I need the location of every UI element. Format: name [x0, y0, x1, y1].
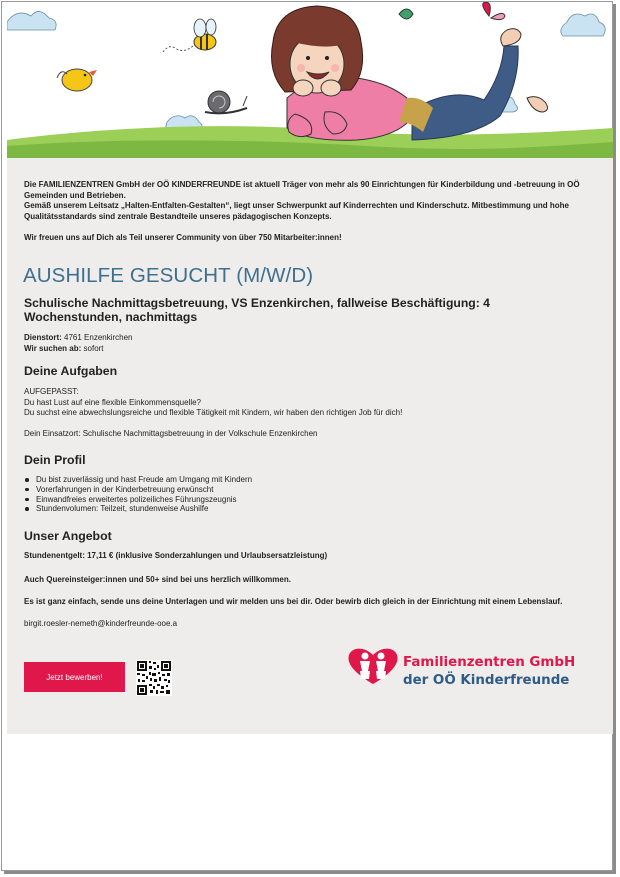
- butterfly-icon: [483, 2, 505, 20]
- company-logo-text: [403, 654, 575, 690]
- bullet-icon: [25, 478, 29, 482]
- content-panel: [7, 158, 613, 734]
- logo-heart-icon: [346, 646, 400, 686]
- tasks-text: [24, 387, 584, 440]
- profile-item-text: Stundenvolumen: Teilzeit, stundenweise Aushilfe: [36, 504, 209, 514]
- bee-icon: [163, 19, 216, 52]
- logo-line-1: Familienzentren GmbH: [403, 655, 576, 670]
- job-title: AUSHILFE GESUCHT (M/W/D): [23, 264, 314, 287]
- location-row: [24, 333, 133, 344]
- bullet-icon: [25, 488, 29, 492]
- list-item: [24, 495, 252, 505]
- apply-instructions: Es ist ganz einfach, sende uns deine Unterlagen und wir melden uns bei dir. Oder bewirb dich gleich in der Einrichtung mit einem Lebenslauf.: [24, 597, 563, 606]
- tasks-line-2: Du hast Lust auf eine flexible Einkommensquelle?: [24, 397, 201, 407]
- location-label: Dienstort:: [24, 333, 62, 342]
- bird-icon: [57, 69, 97, 91]
- hero-illustration: [7, 2, 613, 172]
- list-item: [24, 485, 252, 495]
- tasks-line-4: Dein Einsatzort: Schulische Nachmittagsbetreuung in der Volkschule Enzenkirchen: [24, 429, 318, 439]
- start-value: sofort: [83, 343, 104, 353]
- salary-text: Stundenentgelt: 17,11 € (inklusive Sonderzahlungen und Urlaubsersatzleistung): [24, 551, 328, 560]
- profile-list: [24, 475, 252, 514]
- tasks-heading: Deine Aufgaben: [24, 364, 118, 378]
- intro-paragraph-1: Die FAMILIENZENTREN GmbH der OÖ KINDERFREUNDE ist aktuell Träger von mehr als 90 Einrichtungen für Kinderbildung und -betreuung in OÖ Gemeinden und Betrieben.: [24, 180, 580, 200]
- offer-heading: Unser Angebot: [24, 529, 112, 543]
- start-label: Wir suchen ab:: [24, 343, 82, 353]
- apply-button[interactable]: Jetzt bewerben!: [24, 662, 125, 692]
- job-meta: [24, 333, 133, 354]
- intro-paragraph-3: Wir freuen uns auf Dich als Teil unserer Community von über 750 Mitarbeiter:innen!: [24, 232, 342, 242]
- profile-item-text: Du bist zuverlässig und hast Freude am Umgang mit Kindern: [36, 475, 253, 484]
- tasks-line-1: AUFGEPASST:: [24, 387, 79, 396]
- profile-item-text: Einwandfreies erweitertes polizeiliches Führungszeugnis: [36, 494, 237, 504]
- job-subtitle: Schulische Nachmittagsbetreuung, VS Enzenkirchen, fallweise Beschäftigung: 4 Wochenstunden, nachmittags: [24, 296, 490, 324]
- snail-icon: [205, 91, 247, 113]
- list-item: [24, 504, 252, 514]
- profile-heading: Dein Profil: [24, 453, 86, 467]
- bullet-icon: [25, 507, 29, 511]
- girl-lying-illustration: [7, 2, 613, 172]
- location-value: 4761 Enzenkirchen: [64, 333, 133, 342]
- intro-text: [24, 180, 584, 244]
- tasks-line-3: Du suchst eine abwechslungsreiche und flexible Tätigkeit mit Kindern, wir haben den richtigen Job für dich!: [24, 408, 403, 418]
- list-item: [24, 475, 252, 485]
- start-row: [24, 344, 133, 355]
- bullet-icon: [25, 498, 29, 502]
- qr-code-icon[interactable]: [136, 660, 172, 696]
- intro-paragraph-2: Gemäß unserem Leitsatz „Halten-Entfalten-Gestalten“, liegt unser Schwerpunkt auf Kinderrechten und Kinderschutz. Mitbestimmung und hohe Qualitätsstandards sind zentrale Bestandteile unseres pädagogischen Konzepts.: [24, 201, 569, 221]
- profile-item-text: Vorerfahrungen in der Kinderbetreuung erwünscht: [36, 484, 214, 494]
- logo-line-2: der OÖ Kinderfreunde: [403, 673, 570, 688]
- contact-email[interactable]: birgit.roesler-nemeth@kinderfreunde-ooe.a: [24, 619, 178, 628]
- welcome-text: Auch Quereinsteiger:innen und 50+ sind bei uns herzlich willkommen.: [24, 575, 291, 584]
